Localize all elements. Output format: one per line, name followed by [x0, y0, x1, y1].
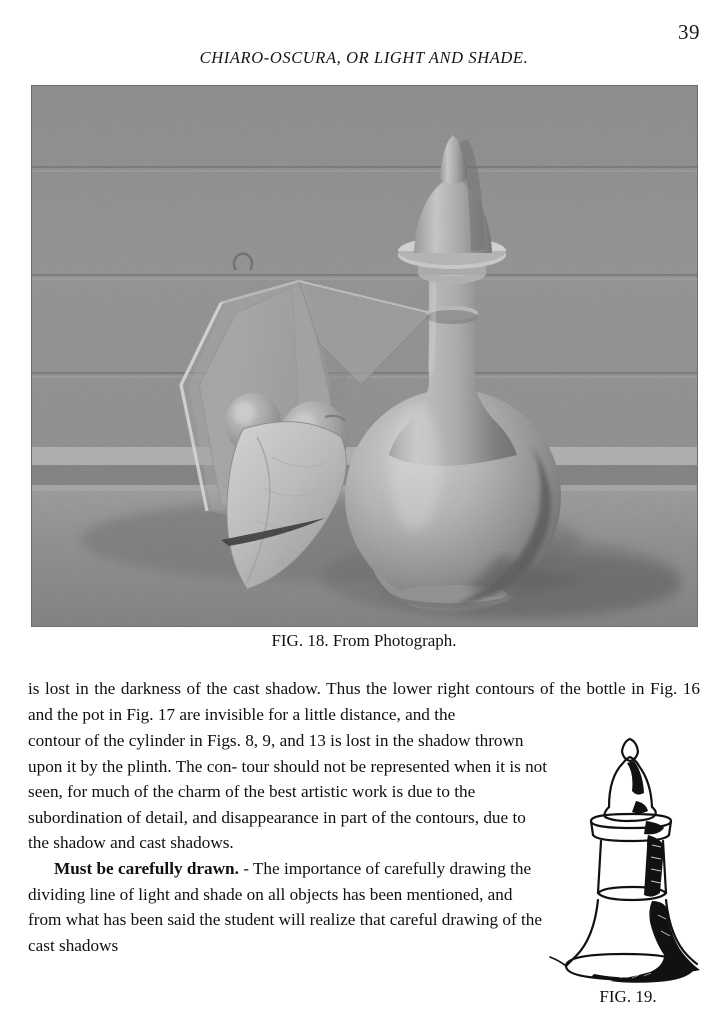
photograph-artwork: [31, 85, 698, 627]
page-number: 39: [678, 20, 700, 44]
figure-18-caption: FIG. 18. From Photograph.: [271, 631, 457, 650]
paragraph-1-continuation: contour of the cylinder in Figs. 8, 9, and 13 is lost in the shadow thrown upon it by the plinth. The con- tour should not be represented when it is not seen, for much of the charm of the best artistic work is due to the subordination of detail, and disappearance in part of the contours, due to the shadow and cast shadows.: [28, 731, 548, 853]
body-paragraph-full-width: [28, 676, 700, 727]
paragraph-2: [28, 856, 548, 958]
paragraph-1-full-lines: is lost in the darkness of the cast shadow. Thus the lower right contours of the bottle in Fig. 16 and the pot in Fig. 17 are invisible for a little distance, and the: [28, 679, 700, 724]
figure-18: [31, 85, 698, 627]
running-head: CHIARO-OSCURA, OR LIGHT AND SHADE.: [199, 48, 529, 67]
paragraph-2-lead-in: Must be carefully drawn.: [54, 858, 239, 878]
photograph-still-life: [31, 85, 698, 627]
line-drawing-bottle: [548, 735, 708, 987]
body-narrow-column: [28, 728, 548, 958]
figure-19: [548, 735, 708, 1033]
figure-19-caption: FIG. 19.: [599, 987, 657, 1006]
paragraph-2-body: - The importance of carefully drawing the dividing line of light and shade on all objects has been mentioned, and from what has been said the student will realize that careful drawing of the cast shadows: [28, 858, 543, 955]
